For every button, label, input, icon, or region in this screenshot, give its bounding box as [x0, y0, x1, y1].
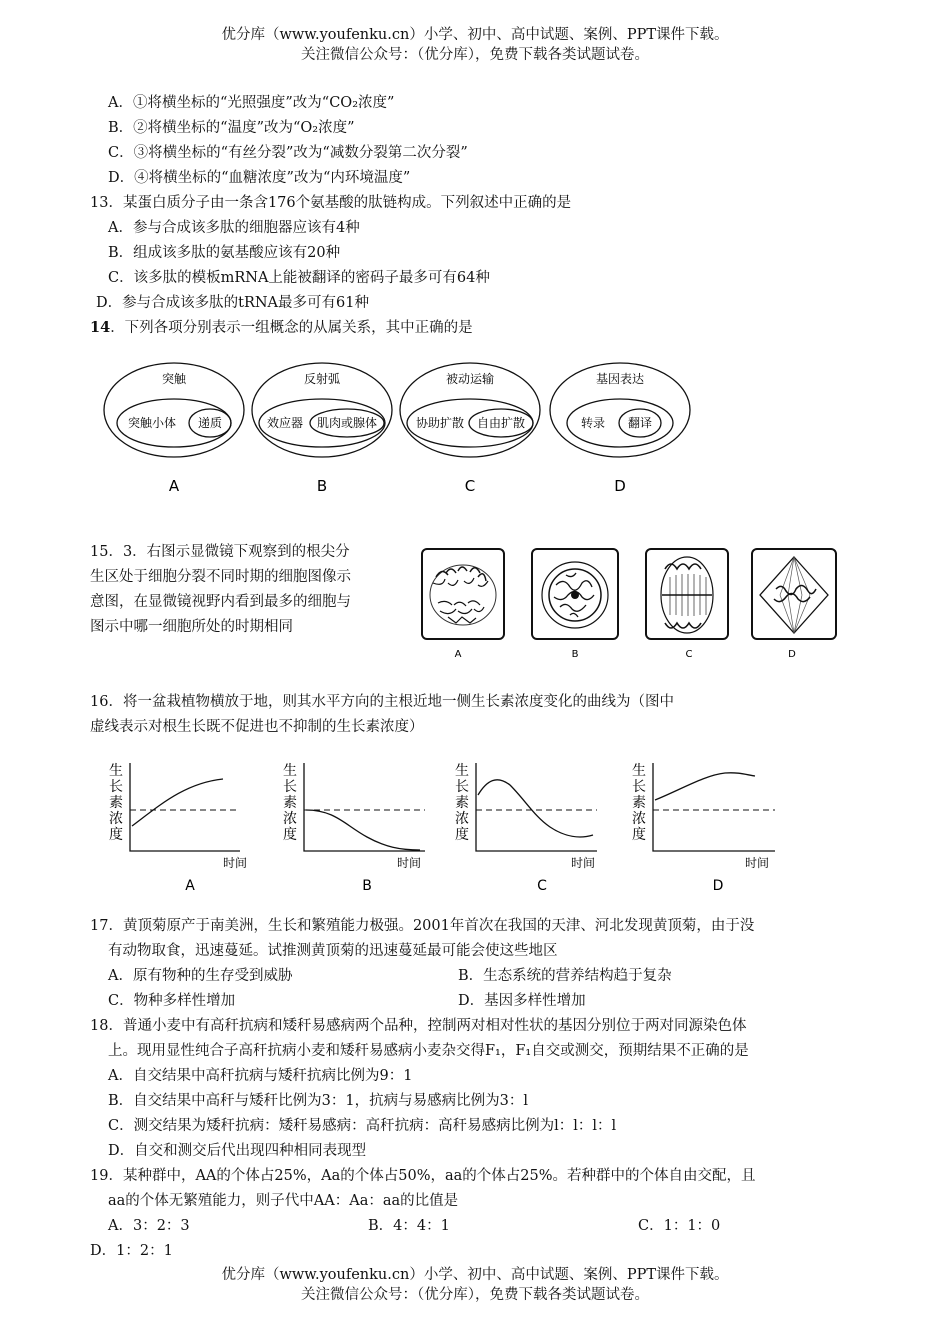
q14-d-letter: D — [614, 477, 626, 495]
q14-c-middle-label: 协助扩散 — [415, 416, 465, 430]
q17-option-b: B．生态系统的营养结构趋于复杂 — [458, 968, 672, 984]
q16-graph-d — [632, 762, 775, 894]
q16-a-letter: A — [185, 878, 195, 894]
q15-line-1: 15．3．右图示显微镜下观察到的根尖分 — [90, 544, 350, 560]
header-line-2: 关注微信公众号：（优分库），免费下载各类试题试卷。 — [301, 47, 649, 63]
q14-a-letter: A — [168, 477, 180, 495]
q15-line-4: 图示中哪一细胞所处的时期相同 — [90, 619, 293, 635]
q16-c-ylabel-char-5: 度 — [455, 827, 469, 843]
q16-b-axes — [304, 763, 425, 851]
q16-a-xlabel: 时间 — [223, 856, 248, 870]
q14-stem-text: ．下列各项分别表示一组概念的从属关系，其中正确的是 — [110, 320, 473, 336]
q16-graph-b — [283, 762, 425, 894]
q16-b-ylabel-char-1: 生 — [283, 763, 297, 779]
q13-option-a: A．参与合成该多肽的细胞器应该有4种 — [108, 220, 360, 236]
q16-c-ylabel-char-1: 生 — [455, 763, 469, 779]
q14-d-outer-label: 基因表达 — [595, 372, 645, 386]
q16-a-ylabel-char-3: 素 — [109, 795, 123, 811]
q15-cell-d — [752, 549, 836, 660]
q19-option-a: A．3：2：3 — [108, 1218, 190, 1234]
footer-line-1: 优分库（www.youfenku.cn）小学、初中、高中试题、案例、PPT课件下载。 — [221, 1267, 729, 1283]
q16-d-ylabel-char-4: 浓 — [632, 811, 646, 827]
q16-a-ylabel-char-4: 浓 — [109, 811, 123, 827]
q12-option-a: A．①将横坐标的“光照强度”改为“CO₂浓度” — [108, 95, 395, 111]
header-line-1: 优分库（www.youfenku.cn）小学、初中、高中试题、案例、PPT课件下载。 — [221, 27, 729, 43]
q16-line-2: 虚线表示对根生长既不促进也不抑制的生长素浓度） — [90, 719, 424, 735]
q15-line-3: 意图，在显微镜视野内看到最多的细胞与 — [90, 594, 351, 610]
q14-a-middle-label: 突触小体 — [127, 416, 177, 430]
q14-c-inner-label: 自由扩散 — [476, 416, 526, 430]
q16-b-ylabel-char-5: 度 — [283, 827, 297, 843]
q16-c-letter: C — [537, 878, 547, 894]
q17-option-d: D．基因多样性增加 — [458, 993, 586, 1009]
q16-d-xlabel: 时间 — [745, 856, 770, 870]
q14-d-middle-label: 转录 — [580, 416, 606, 430]
q14-b-letter: B — [316, 477, 328, 495]
q18-line-2: 上。现用显性纯合子高秆抗病小麦和矮秆易感病小麦杂交得F₁，F₁自交或测交，预期结果不正确的是 — [108, 1043, 749, 1059]
q19-line-1: 19．某种群中，AA的个体占25%，Aa的个体占50%，aa的个体占25%。若种群中的个体自由交配，且 — [90, 1168, 756, 1184]
q16-c-axes — [476, 763, 597, 851]
q15-cell-images — [418, 545, 843, 665]
q16-d-curve — [655, 773, 755, 800]
q16-b-xlabel: 时间 — [397, 856, 422, 870]
footer-line-2: 关注微信公众号：（优分库），免费下载各类试题试卷。 — [301, 1287, 649, 1303]
q16-d-ylabel — [632, 762, 646, 843]
q16-curve-graphs — [95, 755, 795, 900]
q16-graph-c — [455, 762, 597, 894]
q16-d-ylabel-char-5: 度 — [632, 827, 646, 843]
q16-d-axes — [653, 763, 775, 851]
q16-line-1: 16．将一盆栽植物横放于地，则其水平方向的主根近地一侧生长素浓度变化的曲线为（图中 — [90, 694, 674, 710]
q12-option-b: B．②将横坐标的“温度”改为“O₂浓度” — [108, 120, 355, 136]
q12-option-d: D．④将横坐标的“血糖浓度”改为“内环境温度” — [108, 170, 411, 186]
q14-b-outer-label: 反射弧 — [303, 372, 341, 386]
q16-d-letter: D — [712, 878, 724, 894]
q18-option-a: A．自交结果中高秆抗病与矮秆抗病比例为9：1 — [108, 1068, 413, 1084]
q18-option-b: B．自交结果中高秆与矮秆比例为3：1，抗病与易感病比例为3：l — [108, 1093, 528, 1109]
q16-a-axes — [130, 763, 240, 851]
q16-b-ylabel-char-3: 素 — [283, 795, 297, 811]
q14-number: 14 — [90, 319, 111, 336]
q18-option-c: C．测交结果为矮秆抗病：矮秆易感病：高秆抗病：高秆易感病比例为l：l：l：l — [108, 1118, 617, 1134]
q16-a-ylabel-char-1: 生 — [109, 763, 123, 779]
q16-graph-a — [109, 762, 247, 894]
q16-b-ylabel-char-2: 长 — [283, 779, 297, 795]
q16-b-curve — [306, 810, 420, 850]
q16-c-ylabel-char-4: 浓 — [455, 811, 469, 827]
q14-c-outer-label: 被动运输 — [445, 372, 495, 386]
q16-b-ylabel — [283, 762, 297, 843]
q16-b-ylabel-char-4: 浓 — [283, 811, 297, 827]
q16-c-curve — [478, 780, 593, 837]
q16-c-ylabel-char-2: 长 — [455, 779, 469, 795]
q16-b-letter: B — [362, 878, 372, 894]
q13-stem: 13．某蛋白质分子由一条含176个氨基酸的肽链构成。下列叙述中正确的是 — [90, 195, 572, 211]
q12-option-c: C．③将横坐标的“有丝分裂”改为“减数分裂第二次分裂” — [108, 145, 468, 161]
q16-a-ylabel-char-5: 度 — [109, 827, 123, 843]
q15-cell-b — [532, 549, 618, 660]
q14-diagram-c — [400, 363, 540, 495]
q16-c-ylabel-char-3: 素 — [455, 795, 469, 811]
q14-diagram-b — [252, 363, 392, 495]
q13-option-d: D．参与合成该多肽的tRNA最多可有61种 — [96, 295, 369, 311]
q16-d-ylabel-char-3: 素 — [632, 795, 646, 811]
q14-diagram-d — [550, 363, 690, 495]
q15-label-d: D — [788, 649, 796, 660]
q19-option-c: C．1：1：0 — [638, 1218, 721, 1234]
q15-label-b: B — [571, 649, 579, 660]
q19-line-2: aa的个体无繁殖能力，则子代中AA：Aa：aa的比值是 — [108, 1193, 459, 1209]
q17-option-a: A．原有物种的生存受到威胁 — [108, 968, 293, 984]
q19-option-b: B．4：4：1 — [368, 1218, 450, 1234]
q13-option-c: C．该多肽的模板mRNA上能被翻译的密码子最多可有64种 — [108, 270, 490, 286]
q14-c-letter: C — [464, 477, 476, 495]
q14-diagram-a — [104, 363, 244, 495]
q14-concept-diagrams — [95, 358, 695, 498]
q16-c-ylabel — [455, 762, 469, 843]
q14-b-middle-label: 效应器 — [266, 416, 304, 430]
q19-option-d: D．1：2：1 — [90, 1243, 173, 1259]
q16-c-xlabel: 时间 — [571, 856, 596, 870]
q13-option-b: B．组成该多肽的氨基酸应该有20种 — [108, 245, 341, 261]
q17-line-2: 有动物取食，迅速蔓延。试推测黄顶菊的迅速蔓延最可能会使这些地区 — [108, 943, 558, 959]
q15-line-2: 生区处于细胞分裂不同时期的细胞图像示 — [90, 569, 351, 585]
q15-cell-c — [646, 549, 728, 660]
q14-d-inner-label: 翻译 — [627, 416, 653, 430]
q14-b-inner-label: 肌肉或腺体 — [316, 416, 378, 430]
q14-stem — [90, 318, 473, 338]
q16-a-curve — [132, 779, 223, 826]
q15-label-a: A — [454, 649, 462, 660]
q16-d-ylabel-char-2: 长 — [632, 779, 646, 795]
q16-a-ylabel — [109, 762, 123, 843]
q14-a-inner-label: 递质 — [197, 416, 223, 430]
q14-a-outer-label: 突触 — [161, 372, 187, 386]
q17-option-c: C．物种多样性增加 — [108, 993, 236, 1009]
q18-line-1: 18．普通小麦中有高秆抗病和矮秆易感病两个品种，控制两对相对性状的基因分别位于两对同源染色体 — [90, 1018, 747, 1034]
q15-label-c: C — [685, 649, 693, 660]
q16-d-ylabel-char-1: 生 — [632, 763, 646, 779]
q15-cell-a — [422, 549, 504, 660]
q17-line-1: 17．黄顶菊原产于南美洲，生长和繁殖能力极强。2001年首次在我国的天津、河北发现黄顶菊，由于没 — [90, 918, 755, 934]
q16-a-ylabel-char-2: 长 — [109, 779, 123, 795]
q18-option-d: D．自交和测交后代出现四种相同表现型 — [108, 1143, 367, 1159]
